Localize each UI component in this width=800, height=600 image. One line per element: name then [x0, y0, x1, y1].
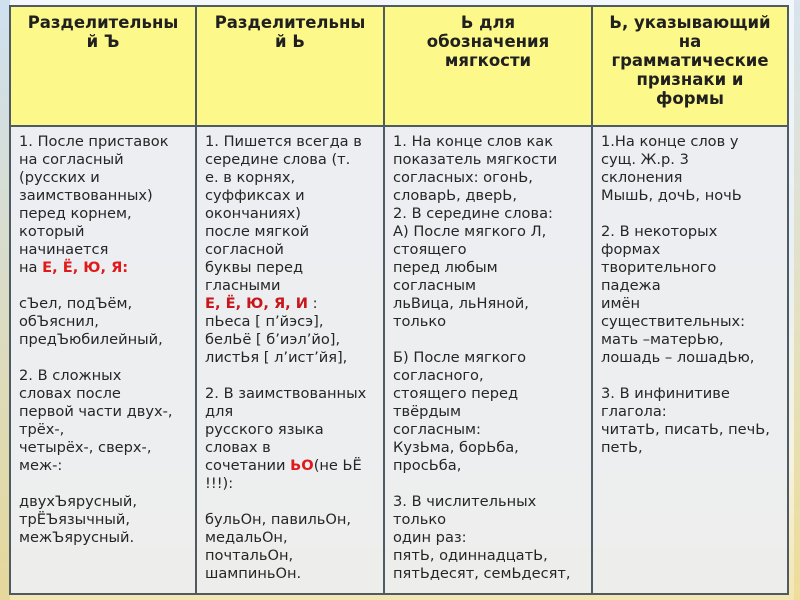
text-fragment: : — [308, 295, 318, 312]
text-line: начинается — [19, 241, 109, 258]
text-line: окончаниях) — [205, 205, 301, 222]
text-line: стоящего перед — [393, 385, 519, 402]
text-line: стоящего — [393, 241, 467, 258]
text-line: имён — [601, 295, 641, 312]
text-line: согласным: — [393, 421, 481, 438]
text-line: сЪел, подЪём, — [19, 295, 133, 312]
text-line: перед любым — [393, 259, 498, 276]
text-line: шампиньОн. — [205, 565, 302, 582]
text-line: 3. В инфинитиве — [601, 385, 730, 402]
text-line: который — [19, 223, 85, 240]
text-line: !!!): — [205, 475, 234, 492]
text-line: бульОн, павильОн, — [205, 511, 352, 528]
text-line: заимствованных) — [19, 187, 153, 204]
text-line — [19, 259, 191, 277]
text-line: А) После мягкого Л, — [393, 223, 547, 240]
text-line: пЬеса [ п’йэсэ], — [205, 313, 324, 330]
text-line: межЪярусный. — [19, 529, 135, 546]
text-line: лошадь – лошадЬю, — [601, 349, 755, 366]
highlighted-vowels: Е, Ё, Ю, Я, И — [205, 295, 309, 312]
spacer — [601, 367, 783, 385]
content-row — [10, 126, 788, 594]
text-line: почтальОн, — [205, 547, 294, 564]
text-line: (русских и — [19, 169, 100, 186]
cell-softness-soft-sign — [384, 126, 592, 594]
cell-separating-hard-sign — [10, 126, 196, 594]
spacer — [19, 277, 191, 295]
spelling-rules-table — [9, 5, 789, 595]
text-line: показатель мягкости — [393, 151, 558, 168]
text-line: 2. В некоторых — [601, 223, 718, 240]
text-line — [205, 457, 379, 475]
header-separating-hard-sign: Разделительны й Ъ — [10, 6, 196, 126]
text-line: 1. Пишется всегда в — [205, 133, 362, 150]
text-line: 1.На конце слов у — [601, 133, 739, 150]
text-line: Б) После мягкого — [393, 349, 527, 366]
header-grammatical-soft-sign: Ь, указывающий на грамматические признаки и формы — [592, 6, 788, 126]
text-line: МышЬ, дочЬ, ночЬ — [601, 187, 742, 204]
text-line: петЬ, — [601, 439, 643, 456]
text-line: просЬба, — [393, 457, 462, 474]
text-line: только — [393, 511, 447, 528]
text-line: словах после — [19, 385, 121, 402]
text-line: 2. В заимствованных — [205, 385, 367, 402]
text-line: творительного — [601, 259, 717, 276]
highlighted-combination: ЬО — [290, 457, 314, 474]
text-line: мать –матерЬю, — [601, 331, 724, 348]
spacer — [601, 205, 783, 223]
text-line: читатЬ, писатЬ, печЬ, — [601, 421, 770, 438]
text-line: середине слова (т. — [205, 151, 351, 168]
text-fragment: на — [19, 259, 43, 276]
spacer — [393, 475, 587, 493]
text-line: сущ. Ж.р. 3 — [601, 151, 689, 168]
text-line: склонения — [601, 169, 683, 186]
text-line: трёх-, — [19, 421, 65, 438]
text-line: согласного, — [393, 367, 484, 384]
text-line: е. в корнях, — [205, 169, 296, 186]
text-line: 1. На конце слов как — [393, 133, 554, 150]
text-line: только — [393, 313, 447, 330]
text-line: предЪюбилейный, — [19, 331, 163, 348]
highlighted-vowels: Е, Ё, Ю, Я: — [42, 259, 129, 276]
text-line: существительных: — [601, 313, 746, 330]
spacer — [393, 331, 587, 349]
text-line: твёрдым — [393, 403, 461, 420]
header-row — [10, 6, 788, 126]
cell-separating-soft-sign — [196, 126, 384, 594]
text-line: глагола: — [601, 403, 667, 420]
text-line: меж-: — [19, 457, 63, 474]
text-line: белЬё [ б’иэл’йо], — [205, 331, 341, 348]
text-line: первой части двух-, — [19, 403, 173, 420]
text-line: падежа — [601, 277, 661, 294]
cell-grammatical-soft-sign — [592, 126, 788, 594]
header-separating-soft-sign: Разделительны й Ь — [196, 6, 384, 126]
text-line: словарЬ, дверЬ, — [393, 187, 517, 204]
text-line: словах в — [205, 439, 271, 456]
text-line: льВица, льНяной, — [393, 295, 529, 312]
text-line — [205, 295, 379, 313]
text-line: согласным — [393, 277, 476, 294]
text-line: один раз: — [393, 529, 467, 546]
header-softness-soft-sign: Ь для обозначения мягкости — [384, 6, 592, 126]
text-line: 1. После приставок — [19, 133, 169, 150]
text-line: перед корнем, — [19, 205, 132, 222]
text-line: 3. В числительных — [393, 493, 537, 510]
text-line: согласных: огонЬ, — [393, 169, 533, 186]
spacer — [205, 493, 379, 511]
text-line: медальОн, — [205, 529, 288, 546]
text-line: листЬя [ л’ист’йя], — [205, 349, 348, 366]
text-line: пятЬдесят, семЬдесят, — [393, 565, 571, 582]
spacer — [19, 475, 191, 493]
spacer — [19, 349, 191, 367]
text-line: суффиксах и — [205, 187, 305, 204]
text-fragment: сочетании — [205, 457, 291, 474]
text-line: КузЬма, борЬба, — [393, 439, 519, 456]
text-line: после мягкой — [205, 223, 310, 240]
text-line: формах — [601, 241, 661, 258]
text-line: двухЪярусный, — [19, 493, 138, 510]
spacer — [205, 367, 379, 385]
background-stripe-right — [794, 0, 800, 600]
text-line: на согласный — [19, 151, 124, 168]
text-line: согласной — [205, 241, 284, 258]
text-line: для — [205, 403, 234, 420]
text-line: гласными — [205, 277, 281, 294]
text-line: трЁЪязычный, — [19, 511, 131, 528]
text-line: 2. В середине слова: — [393, 205, 553, 222]
text-line: четырёх-, сверх-, — [19, 439, 152, 456]
text-fragment: (не ЬЁ — [313, 457, 362, 474]
text-line: буквы перед — [205, 259, 304, 276]
text-line: пятЬ, одиннадцатЬ, — [393, 547, 548, 564]
text-line: обЪяснил, — [19, 313, 99, 330]
text-line: русского языка — [205, 421, 324, 438]
text-line: 2. В сложных — [19, 367, 122, 384]
